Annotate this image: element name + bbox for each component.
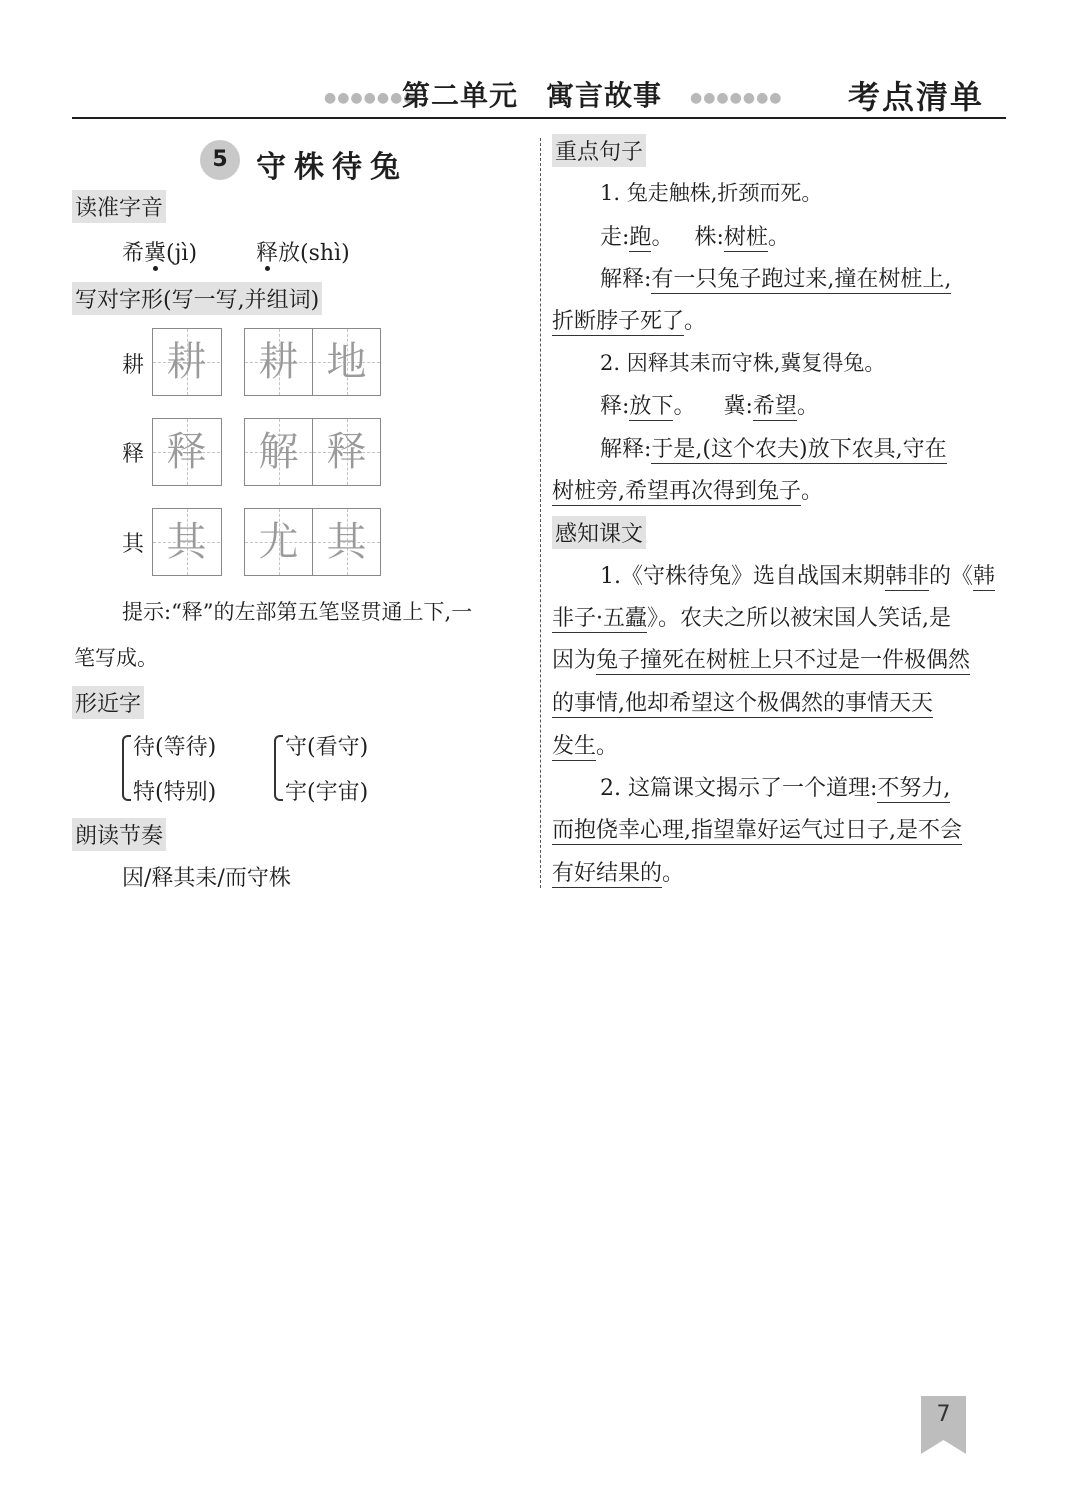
trace-char: 其 [166, 519, 207, 565]
writing-grid-pair [244, 418, 381, 486]
answer: 不努力, [877, 776, 951, 801]
pronunciation-item [256, 236, 350, 267]
word: 释: [600, 394, 630, 419]
writing-grid-pair [244, 508, 381, 576]
perception-p1-line3 [552, 643, 970, 674]
unit-name: 第二单元 [402, 79, 519, 112]
brace-icon [122, 735, 131, 801]
answer: 希望 [752, 394, 797, 419]
similar-item: 特(特别) [133, 780, 217, 805]
section-similar-heading: 形近字 [72, 686, 144, 719]
text: 》。农夫之所以被宋国人笑话,是 [647, 606, 951, 631]
punct: 。 [801, 479, 824, 504]
pron-char: 冀 [144, 236, 166, 267]
section-rhythm-heading: 朗读节奏 [72, 818, 166, 851]
answer: 而抱侥幸心理,指望靠好运气过日子,是不会 [552, 818, 962, 843]
trace-char: 地 [326, 339, 367, 385]
word: 走: [600, 225, 630, 250]
writing-row-label: 释 [122, 442, 145, 467]
punct: 。 [684, 309, 707, 334]
header-dots-left: ●●●●●●● [324, 90, 417, 106]
explain-answer: 折断脖子死了 [552, 309, 685, 334]
answer: 兔子撞死在树桩上只不过是一件极偶然 [596, 648, 971, 673]
brand-title: 考点清单 [847, 78, 984, 116]
text: 因为 [552, 648, 597, 673]
key-sentence-2-explain-line2 [552, 474, 823, 505]
answer: 韩非 [885, 564, 930, 589]
writing-row-label: 其 [122, 532, 145, 557]
perception-p1-line2 [552, 601, 951, 632]
pron-post: 放 [278, 241, 301, 266]
punct: 。 [767, 225, 790, 250]
answer: 树桩 [723, 225, 768, 250]
word: 株: [694, 225, 724, 250]
pronunciation-item [122, 236, 197, 267]
brace-icon [274, 735, 283, 801]
key-sentence-2-explain-line1 [600, 432, 947, 463]
trace-char: 释 [166, 429, 207, 475]
key-sentence-1: 1. 兔走触株,折颈而死。 [600, 181, 823, 205]
pron-pinyin: (shì) [300, 241, 350, 266]
unit-title [402, 74, 662, 114]
column-divider [540, 138, 541, 888]
answer: 有好结果的 [552, 861, 663, 886]
writing-row-label: 耕 [122, 353, 145, 378]
section-pronunciation-heading: 读准字音 [72, 190, 166, 223]
trace-char: 其 [326, 519, 367, 565]
section-key-sentences-heading: 重点句子 [552, 134, 646, 167]
key-sentence-1-explain-line1 [600, 262, 951, 293]
punct: 。 [651, 225, 674, 250]
answer: 跑 [629, 225, 652, 250]
explain-answer: 于是,(这个农夫)放下农具,守在 [651, 437, 947, 462]
pron-char: 释 [256, 236, 278, 267]
text: 1.《守株待兔》选自战国末期 [600, 564, 885, 589]
header-dots-right: ●●●●●●● [690, 90, 783, 106]
pron-pre: 希 [122, 241, 145, 266]
answer: 非子·五蠹 [552, 606, 647, 631]
lesson-number-badge: 5 [200, 140, 240, 180]
perception-p1-line5 [552, 729, 618, 760]
punct: 。 [596, 734, 619, 759]
rhythm-text: 因/释其耒/而守株 [122, 866, 291, 891]
text: 的《 [929, 564, 974, 589]
writing-tip-line2: 笔写成。 [74, 646, 158, 670]
key-sentence-1-words [600, 220, 790, 251]
answer: 韩 [973, 564, 996, 589]
word: 冀: [723, 394, 753, 419]
writing-grid-pair [244, 328, 381, 396]
explain-label: 解释: [600, 267, 652, 292]
trace-char: 释 [326, 429, 367, 475]
lesson-title: 守株待兔 [256, 150, 408, 185]
perception-p2-line1 [600, 771, 950, 802]
section-writing-heading: 写对字形(写一写,并组词) [72, 282, 322, 315]
answer: 的事情,他却希望这个极偶然的事情天天 [552, 691, 933, 716]
explain-answer: 树桩旁,希望再次得到兔子 [552, 479, 801, 504]
perception-p2-line3 [552, 856, 684, 887]
text: 2. 这篇课文揭示了一个道理: [600, 776, 878, 801]
key-sentence-2-words [600, 389, 819, 420]
page-number: 7 [936, 1402, 951, 1427]
pron-pinyin: (jì) [166, 241, 198, 266]
similar-item: 宇(宇宙) [285, 780, 369, 805]
page-header [320, 72, 1010, 116]
page-number-tab [921, 1396, 966, 1454]
answer: 放下 [629, 394, 674, 419]
answer: 发生 [552, 734, 597, 759]
section-perception-heading: 感知课文 [552, 516, 646, 549]
trace-char: 耕 [258, 339, 299, 385]
trace-char: 耕 [166, 339, 207, 385]
similar-item: 守(看守) [285, 735, 369, 760]
writing-grid-single [152, 508, 222, 576]
key-sentence-2: 2. 因释其耒而守株,冀复得兔。 [600, 351, 886, 375]
writing-grid-single [152, 418, 222, 486]
explain-label: 解释: [600, 437, 652, 462]
explain-answer: 有一只兔子跑过来,撞在树桩上, [651, 267, 952, 292]
perception-p1-line1 [600, 559, 995, 590]
writing-grid-single [152, 328, 222, 396]
similar-item: 待(等待) [133, 735, 217, 760]
key-sentence-1-explain-line2 [552, 304, 706, 335]
header-rule [72, 117, 1006, 119]
perception-p1-line4 [552, 686, 933, 717]
trace-char: 尤 [258, 519, 299, 565]
writing-tip-line1: 提示:“释”的左部第五笔竖贯通上下,一 [122, 600, 473, 624]
trace-char: 解 [258, 429, 299, 475]
unit-theme: 寓言故事 [546, 79, 663, 112]
punct: 。 [662, 861, 685, 886]
punct: 。 [796, 394, 819, 419]
punct: 。 [673, 394, 696, 419]
perception-p2-line2 [552, 813, 962, 844]
